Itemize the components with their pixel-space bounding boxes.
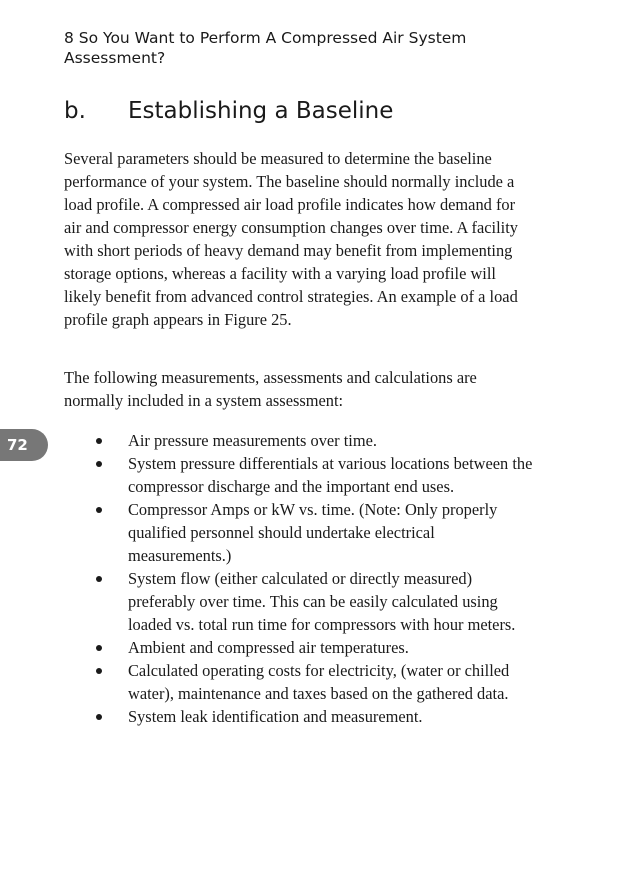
- section-title: Establishing a Baseline: [128, 98, 394, 124]
- running-header: 8 So You Want to Perform A Compressed Air System Assessment?: [64, 29, 467, 67]
- measurement-list: [94, 429, 534, 728]
- list-item-text: Ambient and compressed air temperatures.: [128, 638, 409, 657]
- bullet-icon: [96, 438, 102, 444]
- list-item-text: System leak identification and measurement.: [128, 707, 423, 726]
- list-item: [94, 567, 534, 636]
- bullet-icon: [96, 645, 102, 651]
- bullet-icon: [96, 668, 102, 674]
- bullet-icon: [96, 576, 102, 582]
- list-item-text: Compressor Amps or kW vs. time. (Note: Only properly qualified personnel should undertake electrical measurements.): [128, 500, 498, 565]
- list-intro-paragraph: The following measurements, assessments and calculations are normally included in a system assessment:: [64, 368, 477, 410]
- bullet-icon: [96, 507, 102, 513]
- bullet-icon: [96, 461, 102, 467]
- list-item-text: System pressure differentials at various locations between the compressor discharge and the important end uses.: [128, 454, 533, 496]
- list-item: [94, 452, 534, 498]
- list-item: [94, 429, 534, 452]
- list-item: [94, 659, 534, 705]
- list-item: [94, 498, 534, 567]
- list-item: [94, 705, 534, 728]
- page-number-tab: [0, 429, 48, 461]
- list-item-text: System flow (either calculated or directly measured) preferably over time. This can be easily calculated using loaded vs. total run time for compressors with hour meters.: [128, 569, 516, 634]
- list-item-text: Calculated operating costs for electricity, (water or chilled water), maintenance and taxes based on the gathered data.: [128, 661, 510, 703]
- list-item-text: Air pressure measurements over time.: [128, 431, 377, 450]
- intro-paragraph: Several parameters should be measured to determine the baseline performance of your system. The baseline should normally include a load profile. A compressed air load profile indicates how demand for air and compressor energy consumption changes over time. A facility with short periods of heavy demand may benefit from implementing storage options, whereas a facility with a varying load profile will likely benefit from advanced control strategies. An example of a load profile graph appears in Figure 25.: [64, 149, 518, 329]
- section-letter: b.: [64, 98, 86, 124]
- page-number: 72: [7, 436, 28, 454]
- section-heading: [64, 96, 544, 126]
- bullet-icon: [96, 714, 102, 720]
- list-item: [94, 636, 534, 659]
